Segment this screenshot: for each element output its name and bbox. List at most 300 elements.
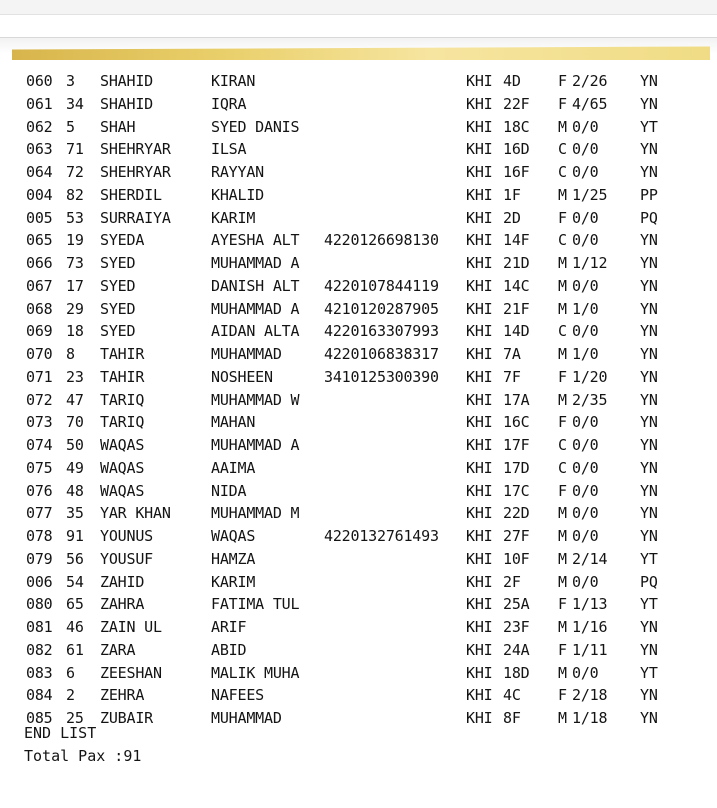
- end-list-label: END LIST: [24, 724, 97, 742]
- pax-type: M: [558, 504, 567, 523]
- manifest-footer: [24, 722, 141, 768]
- seq-number: 084: [26, 686, 53, 705]
- pax-type: F: [558, 94, 567, 113]
- seat: 10F: [503, 549, 530, 568]
- status-code: YN: [640, 254, 658, 272]
- seat: 14C: [503, 276, 530, 295]
- checkin-number: 18: [66, 322, 84, 341]
- given-name: AAIMA: [211, 458, 256, 477]
- pax-type: C: [558, 231, 567, 250]
- passenger-row: [22, 593, 712, 616]
- baggage: 1/20: [572, 367, 608, 386]
- id-number: 4220107844119: [324, 276, 439, 295]
- seq-number: 005: [26, 208, 53, 227]
- baggage: 1/0: [572, 345, 599, 363]
- seat: 24A: [503, 640, 530, 659]
- id-number: 4220126698130: [324, 231, 439, 250]
- id-number: 4210120287905: [324, 299, 439, 318]
- destination: KHI: [466, 322, 493, 341]
- given-name: NOSHEEN: [211, 367, 273, 386]
- status-code: YN: [640, 481, 658, 500]
- baggage: 0/0: [572, 481, 599, 500]
- surname: ZEESHAN: [100, 663, 162, 682]
- passenger-row: [22, 161, 712, 184]
- given-name: IQRA: [211, 94, 247, 113]
- seq-number: 065: [26, 231, 53, 250]
- pax-type: F: [558, 367, 567, 386]
- surname: TAHIR: [100, 345, 145, 363]
- seat: 18D: [503, 663, 530, 682]
- given-name: MUHAMMAD: [211, 345, 282, 363]
- baggage: 0/0: [572, 140, 599, 159]
- baggage: 0/0: [572, 572, 599, 591]
- baggage: 0/0: [572, 504, 599, 523]
- seq-number: 069: [26, 322, 53, 341]
- checkin-number: 54: [66, 572, 84, 591]
- seq-number: 075: [26, 458, 53, 477]
- viewer-toolbar: [0, 15, 717, 38]
- seat: 23F: [503, 618, 530, 636]
- pax-type: M: [558, 185, 567, 204]
- baggage: 1/16: [572, 618, 608, 636]
- passenger-row: [22, 548, 712, 571]
- surname: WAQAS: [100, 481, 145, 500]
- destination: KHI: [466, 299, 493, 318]
- seq-number: 077: [26, 504, 53, 523]
- surname: WAQAS: [100, 436, 145, 454]
- destination: KHI: [466, 345, 493, 363]
- status-code: YN: [640, 527, 658, 545]
- given-name: ARIF: [211, 618, 247, 636]
- destination: KHI: [466, 436, 493, 454]
- destination: KHI: [466, 709, 493, 727]
- given-name: ABID: [211, 640, 247, 659]
- baggage: 2/14: [572, 549, 608, 568]
- given-name: RAYYAN: [211, 163, 264, 181]
- baggage: 4/65: [572, 94, 608, 113]
- checkin-number: 25: [66, 709, 84, 727]
- destination: KHI: [466, 390, 493, 409]
- status-code: YN: [640, 458, 658, 477]
- status-code: YN: [640, 231, 658, 250]
- seat: 4C: [503, 686, 521, 705]
- seat: 2F: [503, 572, 521, 591]
- given-name: NIDA: [211, 481, 247, 500]
- baggage: 0/0: [572, 413, 599, 432]
- id-number: 3410125300390: [324, 367, 439, 386]
- passenger-list: [22, 70, 712, 730]
- passenger-row: [22, 252, 712, 275]
- seat: 16C: [503, 413, 530, 432]
- baggage: 1/12: [572, 254, 608, 272]
- seat: 2D: [503, 208, 521, 227]
- destination: KHI: [466, 231, 493, 250]
- status-code: YN: [640, 163, 658, 181]
- pax-type: F: [558, 595, 567, 614]
- given-name: HAMZA: [211, 549, 256, 568]
- passenger-row: [22, 93, 712, 116]
- checkin-number: 19: [66, 231, 84, 250]
- pax-type: M: [558, 276, 567, 295]
- destination: KHI: [466, 595, 493, 614]
- seq-number: 076: [26, 481, 53, 500]
- seq-number: 060: [26, 72, 53, 90]
- baggage: 0/0: [572, 231, 599, 250]
- pax-type: M: [558, 345, 567, 363]
- checkin-number: 61: [66, 640, 84, 659]
- status-code: YT: [640, 117, 658, 136]
- baggage: 1/18: [572, 709, 608, 727]
- given-name: AIDAN ALTA: [211, 322, 300, 341]
- given-name: MUHAMMAD W: [211, 390, 300, 409]
- destination: KHI: [466, 208, 493, 227]
- status-code: YN: [640, 390, 658, 409]
- seat: 16F: [503, 163, 530, 181]
- checkin-number: 91: [66, 527, 84, 545]
- destination: KHI: [466, 276, 493, 295]
- baggage: 0/0: [572, 458, 599, 477]
- seat: 21D: [503, 254, 530, 272]
- destination: KHI: [466, 185, 493, 204]
- given-name: KARIM: [211, 572, 256, 591]
- pax-type: C: [558, 140, 567, 159]
- baggage: 0/0: [572, 276, 599, 295]
- status-code: PQ: [640, 208, 658, 227]
- surname: SYED: [100, 276, 136, 295]
- surname: YOUSUF: [100, 549, 153, 568]
- given-name: MAHAN: [211, 413, 256, 432]
- seq-number: 083: [26, 663, 53, 682]
- pax-type: F: [558, 481, 567, 500]
- destination: KHI: [466, 163, 493, 181]
- checkin-number: 34: [66, 94, 84, 113]
- passenger-row: [22, 275, 712, 298]
- pax-type: M: [558, 299, 567, 318]
- checkin-number: 46: [66, 618, 84, 636]
- seq-number: 074: [26, 436, 53, 454]
- checkin-number: 47: [66, 390, 84, 409]
- seat: 14D: [503, 322, 530, 341]
- surname: ZAHID: [100, 572, 145, 591]
- given-name: NAFEES: [211, 686, 264, 705]
- seat: 1F: [503, 185, 521, 204]
- checkin-number: 3: [66, 72, 75, 90]
- passenger-row: [22, 571, 712, 594]
- surname: SHERDIL: [100, 185, 162, 204]
- surname: TARIQ: [100, 413, 145, 432]
- baggage: 0/0: [572, 436, 599, 454]
- seat: 27F: [503, 527, 530, 545]
- surname: TARIQ: [100, 390, 145, 409]
- pax-type: M: [558, 254, 567, 272]
- id-number: 4220163307993: [324, 322, 439, 341]
- destination: KHI: [466, 618, 493, 636]
- seq-number: 085: [26, 709, 53, 727]
- passenger-row: [22, 502, 712, 525]
- seat: 17A: [503, 390, 530, 409]
- seq-number: 078: [26, 527, 53, 545]
- given-name: KIRAN: [211, 72, 256, 90]
- status-code: YN: [640, 709, 658, 727]
- seat: 14F: [503, 231, 530, 250]
- checkin-number: 35: [66, 504, 84, 523]
- seq-number: 070: [26, 345, 53, 363]
- passenger-row: [22, 389, 712, 412]
- passenger-row: [22, 184, 712, 207]
- destination: KHI: [466, 72, 493, 90]
- status-code: YN: [640, 367, 658, 386]
- given-name: AYESHA ALT: [211, 231, 300, 250]
- seq-number: 079: [26, 549, 53, 568]
- checkin-number: 6: [66, 663, 75, 682]
- destination: KHI: [466, 254, 493, 272]
- given-name: ILSA: [211, 140, 247, 159]
- checkin-number: 49: [66, 458, 84, 477]
- status-code: YN: [640, 322, 658, 341]
- surname: SHAH: [100, 117, 136, 136]
- passenger-row: [22, 366, 712, 389]
- pax-type: M: [558, 572, 567, 591]
- passenger-row: [22, 320, 712, 343]
- viewer-top-bar: [0, 0, 717, 15]
- checkin-number: 71: [66, 140, 84, 159]
- checkin-number: 2: [66, 686, 75, 705]
- checkin-number: 70: [66, 413, 84, 432]
- surname: YAR KHAN: [100, 504, 171, 523]
- pax-type: F: [558, 686, 567, 705]
- passenger-row: [22, 411, 712, 434]
- surname: ZAHRA: [100, 595, 145, 614]
- surname: SURRAIYA: [100, 208, 171, 227]
- status-code: YN: [640, 299, 658, 318]
- status-code: YN: [640, 276, 658, 295]
- destination: KHI: [466, 367, 493, 386]
- passenger-row: [22, 343, 712, 366]
- given-name: SYED DANIS: [211, 117, 300, 136]
- passenger-row: [22, 116, 712, 139]
- given-name: WAQAS: [211, 527, 256, 545]
- destination: KHI: [466, 458, 493, 477]
- given-name: MUHAMMAD A: [211, 436, 300, 454]
- status-code: YN: [640, 72, 658, 90]
- surname: ZAIN UL: [100, 618, 162, 636]
- baggage: 1/13: [572, 595, 608, 614]
- given-name: MUHAMMAD M: [211, 504, 300, 523]
- passenger-row: [22, 684, 712, 707]
- status-code: YT: [640, 595, 658, 614]
- seq-number: 004: [26, 185, 53, 204]
- surname: SYED: [100, 322, 136, 341]
- seq-number: 080: [26, 595, 53, 614]
- seq-number: 006: [26, 572, 53, 591]
- destination: KHI: [466, 94, 493, 113]
- status-code: YN: [640, 345, 658, 363]
- passenger-row: [22, 298, 712, 321]
- given-name: KARIM: [211, 208, 256, 227]
- id-number: 4220106838317: [324, 345, 439, 363]
- seq-number: 068: [26, 299, 53, 318]
- checkin-number: 82: [66, 185, 84, 204]
- checkin-number: 23: [66, 367, 84, 386]
- destination: KHI: [466, 504, 493, 523]
- passenger-row: [22, 616, 712, 639]
- checkin-number: 72: [66, 163, 84, 181]
- id-number: 4220132761493: [324, 527, 439, 545]
- seq-number: 064: [26, 163, 53, 181]
- pax-type: M: [558, 709, 567, 727]
- passenger-row: [22, 229, 712, 252]
- surname: TAHIR: [100, 367, 145, 386]
- checkin-number: 17: [66, 276, 84, 295]
- checkin-number: 65: [66, 595, 84, 614]
- seat: 17C: [503, 481, 530, 500]
- checkin-number: 5: [66, 117, 75, 136]
- surname: WAQAS: [100, 458, 145, 477]
- pax-type: M: [558, 549, 567, 568]
- passenger-row: [22, 525, 712, 548]
- seq-number: 071: [26, 367, 53, 386]
- checkin-number: 8: [66, 345, 75, 363]
- baggage: 2/18: [572, 686, 608, 705]
- seat: 8F: [503, 709, 521, 727]
- passenger-row: [22, 662, 712, 685]
- seq-number: 072: [26, 390, 53, 409]
- pax-type: F: [558, 413, 567, 432]
- seq-number: 073: [26, 413, 53, 432]
- given-name: DANISH ALT: [211, 276, 300, 295]
- baggage: 0/0: [572, 322, 599, 341]
- seq-number: 066: [26, 254, 53, 272]
- pax-type: F: [558, 72, 567, 90]
- given-name: FATIMA TUL: [211, 595, 300, 614]
- status-code: YN: [640, 436, 658, 454]
- seq-number: 061: [26, 94, 53, 113]
- destination: KHI: [466, 527, 493, 545]
- destination: KHI: [466, 640, 493, 659]
- seq-number: 063: [26, 140, 53, 159]
- checkin-number: 73: [66, 254, 84, 272]
- destination: KHI: [466, 663, 493, 682]
- status-code: YN: [640, 94, 658, 113]
- given-name: MALIK MUHA: [211, 663, 300, 682]
- given-name: MUHAMMAD A: [211, 299, 300, 318]
- total-pax-label: Total Pax :91: [24, 746, 142, 765]
- baggage: 0/0: [572, 208, 599, 227]
- seat: 18C: [503, 117, 530, 136]
- pax-type: C: [558, 436, 567, 454]
- baggage: 2/35: [572, 390, 608, 409]
- status-code: YN: [640, 413, 658, 432]
- surname: ZUBAIR: [100, 709, 153, 727]
- passenger-row: [22, 457, 712, 480]
- passenger-row: [22, 207, 712, 230]
- destination: KHI: [466, 413, 493, 432]
- destination: KHI: [466, 117, 493, 136]
- passenger-row: [22, 639, 712, 662]
- surname: SYED: [100, 299, 136, 318]
- surname: ZEHRA: [100, 686, 145, 705]
- baggage: 0/0: [572, 663, 599, 682]
- seat: 17D: [503, 458, 530, 477]
- seat: 7A: [503, 345, 521, 363]
- seat: 16D: [503, 140, 530, 159]
- passenger-row: [22, 480, 712, 503]
- pax-type: M: [558, 390, 567, 409]
- destination: KHI: [466, 572, 493, 591]
- checkin-number: 56: [66, 549, 84, 568]
- surname: SYED: [100, 254, 136, 272]
- baggage: 1/25: [572, 185, 608, 204]
- status-code: YN: [640, 140, 658, 159]
- surname: SHAHID: [100, 72, 153, 90]
- pax-type: C: [558, 322, 567, 341]
- status-code: PQ: [640, 572, 658, 591]
- baggage: 0/0: [572, 163, 599, 181]
- seat: 22D: [503, 504, 530, 523]
- destination: KHI: [466, 686, 493, 705]
- status-code: YN: [640, 618, 658, 636]
- pax-type: M: [558, 117, 567, 136]
- pax-type: C: [558, 458, 567, 477]
- seat: 25A: [503, 595, 530, 614]
- seat: 22F: [503, 94, 530, 113]
- checkin-number: 53: [66, 208, 84, 227]
- pax-type: C: [558, 163, 567, 181]
- surname: SHAHID: [100, 94, 153, 113]
- pax-type: M: [558, 618, 567, 636]
- status-code: YN: [640, 686, 658, 705]
- checkin-number: 48: [66, 481, 84, 500]
- destination: KHI: [466, 140, 493, 159]
- seat: 4D: [503, 72, 521, 90]
- seq-number: 082: [26, 640, 53, 659]
- baggage: 1/11: [572, 640, 608, 659]
- surname: SHEHRYAR: [100, 163, 171, 181]
- surname: SHEHRYAR: [100, 140, 171, 159]
- pax-type: M: [558, 527, 567, 545]
- status-code: PP: [640, 185, 658, 204]
- baggage: 0/0: [572, 117, 599, 136]
- surname: ZARA: [100, 640, 136, 659]
- given-name: MUHAMMAD A: [211, 254, 300, 272]
- seat: 17F: [503, 436, 530, 454]
- passenger-row: [22, 434, 712, 457]
- given-name: MUHAMMAD: [211, 709, 282, 727]
- baggage: 2/26: [572, 72, 608, 90]
- destination: KHI: [466, 481, 493, 500]
- checkin-number: 50: [66, 436, 84, 454]
- given-name: KHALID: [211, 185, 264, 204]
- surname: SYEDA: [100, 231, 145, 250]
- baggage: 0/0: [572, 527, 599, 545]
- status-code: YN: [640, 504, 658, 523]
- seat: 7F: [503, 367, 521, 386]
- passenger-row: [22, 70, 712, 93]
- seq-number: 081: [26, 618, 53, 636]
- status-code: YN: [640, 640, 658, 659]
- checkin-number: 29: [66, 299, 84, 318]
- seq-number: 062: [26, 117, 53, 136]
- passenger-row: [22, 138, 712, 161]
- status-code: YT: [640, 663, 658, 682]
- pax-type: F: [558, 640, 567, 659]
- status-code: YT: [640, 549, 658, 568]
- seq-number: 067: [26, 276, 53, 295]
- surname: YOUNUS: [100, 527, 153, 545]
- pax-type: F: [558, 208, 567, 227]
- baggage: 1/0: [572, 299, 599, 318]
- pax-type: M: [558, 663, 567, 682]
